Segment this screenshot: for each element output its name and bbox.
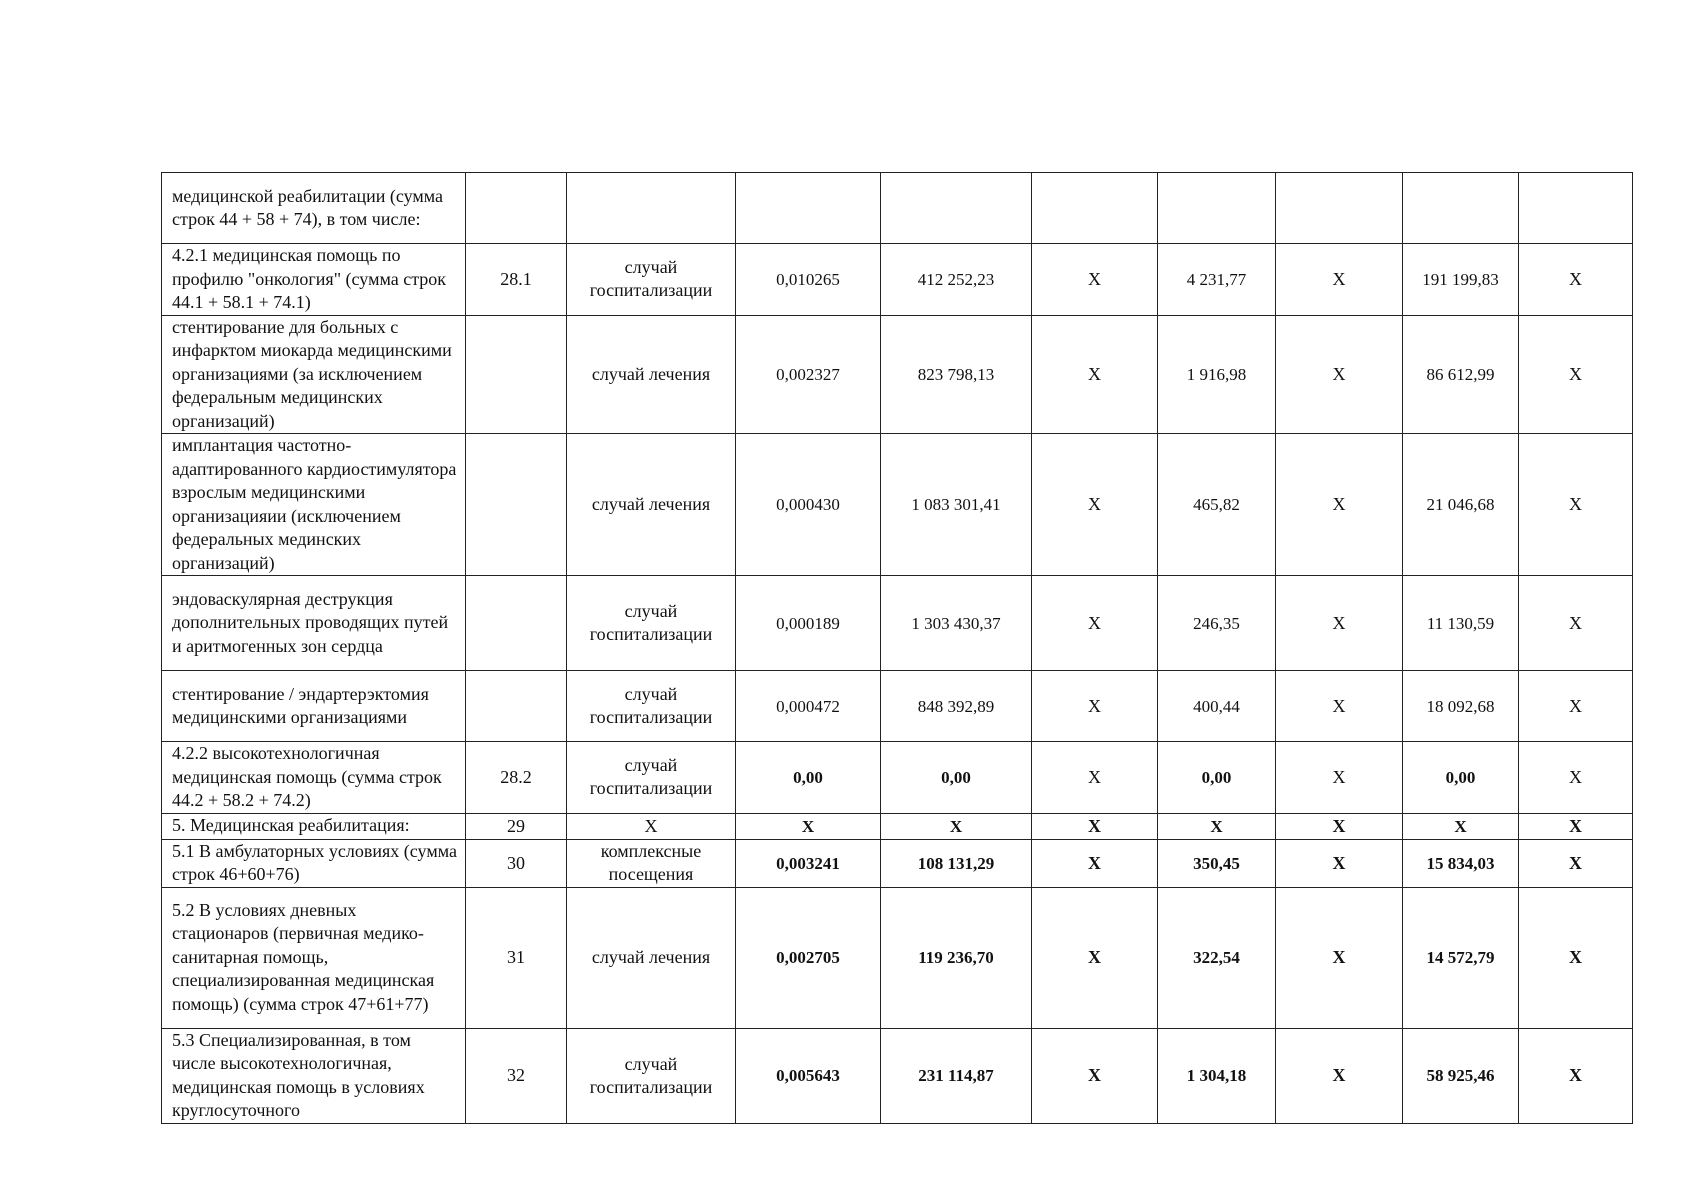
cell-norm: X: [736, 813, 881, 839]
cell-col6: X: [1032, 671, 1158, 742]
table-row: [162, 839, 1633, 887]
cell-col10: X: [1519, 887, 1633, 1028]
cell-per-capita: X: [1158, 813, 1276, 839]
row-name: эндоваскулярная деструкция дополнительных проводящих путей и аритмогенных зон сердца: [162, 576, 466, 671]
row-unit: случай госпитализации: [567, 244, 736, 316]
row-code: 28.1: [466, 244, 567, 316]
cell-per-capita: 465,82: [1158, 434, 1276, 576]
cell-col8: [1276, 173, 1403, 244]
cell-col10: X: [1519, 742, 1633, 814]
cell-cost: 823 798,13: [881, 315, 1032, 434]
cell-total: [1403, 173, 1519, 244]
cell-cost: 848 392,89: [881, 671, 1032, 742]
row-unit: [567, 173, 736, 244]
row-unit: случай лечения: [567, 887, 736, 1028]
cell-norm: 0,010265: [736, 244, 881, 316]
row-name: медицинской реабилитации (сумма строк 44 + 58 + 74), в том числе:: [162, 173, 466, 244]
cell-per-capita: 400,44: [1158, 671, 1276, 742]
cell-col8: X: [1276, 742, 1403, 814]
row-unit: комплексные посещения: [567, 839, 736, 887]
row-unit: случай лечения: [567, 434, 736, 576]
cell-norm: 0,002327: [736, 315, 881, 434]
cell-total: 18 092,68: [1403, 671, 1519, 742]
cell-col6: X: [1032, 1028, 1158, 1123]
row-code: 31: [466, 887, 567, 1028]
row-name: 5. Медицинская реабилитация:: [162, 813, 466, 839]
cell-per-capita: 246,35: [1158, 576, 1276, 671]
row-unit: случай лечения: [567, 315, 736, 434]
cell-total: 14 572,79: [1403, 887, 1519, 1028]
cell-total: 0,00: [1403, 742, 1519, 814]
cell-cost: 119 236,70: [881, 887, 1032, 1028]
cell-total: 86 612,99: [1403, 315, 1519, 434]
cell-norm: 0,003241: [736, 839, 881, 887]
row-name: стентирование для больных с инфарктом миокарда медицинскими организациями (за исключением федеральным медицинских организаций): [162, 315, 466, 434]
cell-col10: X: [1519, 576, 1633, 671]
row-code: [466, 173, 567, 244]
cell-per-capita: 350,45: [1158, 839, 1276, 887]
cell-col6: X: [1032, 742, 1158, 814]
cell-col6: X: [1032, 315, 1158, 434]
cell-col6: X: [1032, 244, 1158, 316]
table-row: [162, 315, 1633, 434]
rates-table: [161, 172, 1633, 1124]
row-name: 5.1 В амбулаторных условиях (сумма строк 46+60+76): [162, 839, 466, 887]
cell-col6: X: [1032, 576, 1158, 671]
table-row: [162, 742, 1633, 814]
cell-total: X: [1403, 813, 1519, 839]
cell-col10: [1519, 173, 1633, 244]
cell-col10: X: [1519, 315, 1633, 434]
row-unit: случай госпитализации: [567, 742, 736, 814]
cell-total: 21 046,68: [1403, 434, 1519, 576]
cell-col6: X: [1032, 887, 1158, 1028]
cell-per-capita: [1158, 173, 1276, 244]
cell-col8: X: [1276, 244, 1403, 316]
cell-col8: X: [1276, 315, 1403, 434]
cell-col10: X: [1519, 671, 1633, 742]
row-name: стентирование / эндартерэктомия медицинскими организациями: [162, 671, 466, 742]
cell-per-capita: 4 231,77: [1158, 244, 1276, 316]
row-code: 28.2: [466, 742, 567, 814]
row-code: [466, 434, 567, 576]
cell-norm: 0,000472: [736, 671, 881, 742]
cell-col8: X: [1276, 576, 1403, 671]
table-row: [162, 671, 1633, 742]
cell-total: 11 130,59: [1403, 576, 1519, 671]
row-name: 4.2.1 медицинская помощь по профилю "онкология" (сумма строк 44.1 + 58.1 + 74.1): [162, 244, 466, 316]
cell-col6: X: [1032, 813, 1158, 839]
cell-cost: 1 303 430,37: [881, 576, 1032, 671]
cell-cost: 231 114,87: [881, 1028, 1032, 1123]
row-name: имплантация частотно-адаптированного кардиостимулятора взрослым медицинскими организацияии (исключением федеральных мединских организаций): [162, 434, 466, 576]
cell-col6: [1032, 173, 1158, 244]
row-code: 32: [466, 1028, 567, 1123]
table-row: [162, 173, 1633, 244]
cell-col10: X: [1519, 813, 1633, 839]
cell-cost: [881, 173, 1032, 244]
row-code: [466, 671, 567, 742]
cell-per-capita: 0,00: [1158, 742, 1276, 814]
cell-norm: 0,000430: [736, 434, 881, 576]
cell-per-capita: 1 304,18: [1158, 1028, 1276, 1123]
table-row: [162, 813, 1633, 839]
cell-col6: X: [1032, 434, 1158, 576]
cell-total: 58 925,46: [1403, 1028, 1519, 1123]
cell-cost: 1 083 301,41: [881, 434, 1032, 576]
cell-cost: 412 252,23: [881, 244, 1032, 316]
cell-per-capita: 322,54: [1158, 887, 1276, 1028]
table-row: [162, 887, 1633, 1028]
row-code: [466, 315, 567, 434]
cell-total: 15 834,03: [1403, 839, 1519, 887]
row-unit: X: [567, 813, 736, 839]
row-name: 5.3 Специализированная, в том числе высокотехнологичная, медицинская помощь в условиях круглосуточного: [162, 1028, 466, 1123]
cell-cost: 0,00: [881, 742, 1032, 814]
cell-col8: X: [1276, 839, 1403, 887]
cell-col8: X: [1276, 671, 1403, 742]
row-code: 29: [466, 813, 567, 839]
row-unit: случай госпитализации: [567, 671, 736, 742]
cell-cost: X: [881, 813, 1032, 839]
cell-col8: X: [1276, 434, 1403, 576]
cell-norm: [736, 173, 881, 244]
row-unit: случай госпитализации: [567, 1028, 736, 1123]
cell-col8: X: [1276, 887, 1403, 1028]
cell-norm: 0,00: [736, 742, 881, 814]
cell-col10: X: [1519, 244, 1633, 316]
table-row: [162, 434, 1633, 576]
table-row: [162, 1028, 1633, 1123]
cell-per-capita: 1 916,98: [1158, 315, 1276, 434]
row-code: [466, 576, 567, 671]
cell-norm: 0,005643: [736, 1028, 881, 1123]
cell-norm: 0,000189: [736, 576, 881, 671]
cell-total: 191 199,83: [1403, 244, 1519, 316]
row-code: 30: [466, 839, 567, 887]
cell-col10: X: [1519, 434, 1633, 576]
table-row: [162, 244, 1633, 316]
cell-norm: 0,002705: [736, 887, 881, 1028]
cell-col8: X: [1276, 813, 1403, 839]
table-row: [162, 576, 1633, 671]
cell-col6: X: [1032, 839, 1158, 887]
row-unit: случай госпитализации: [567, 576, 736, 671]
row-name: 4.2.2 высокотехнологичная медицинская помощь (сумма строк 44.2 + 58.2 + 74.2): [162, 742, 466, 814]
cell-col10: X: [1519, 1028, 1633, 1123]
cell-col8: X: [1276, 1028, 1403, 1123]
row-name: 5.2 В условиях дневных стационаров (первичная медико-санитарная помощь, специализированная медицинская помощь) (сумма строк 47+61+77): [162, 887, 466, 1028]
cell-col10: X: [1519, 839, 1633, 887]
cell-cost: 108 131,29: [881, 839, 1032, 887]
